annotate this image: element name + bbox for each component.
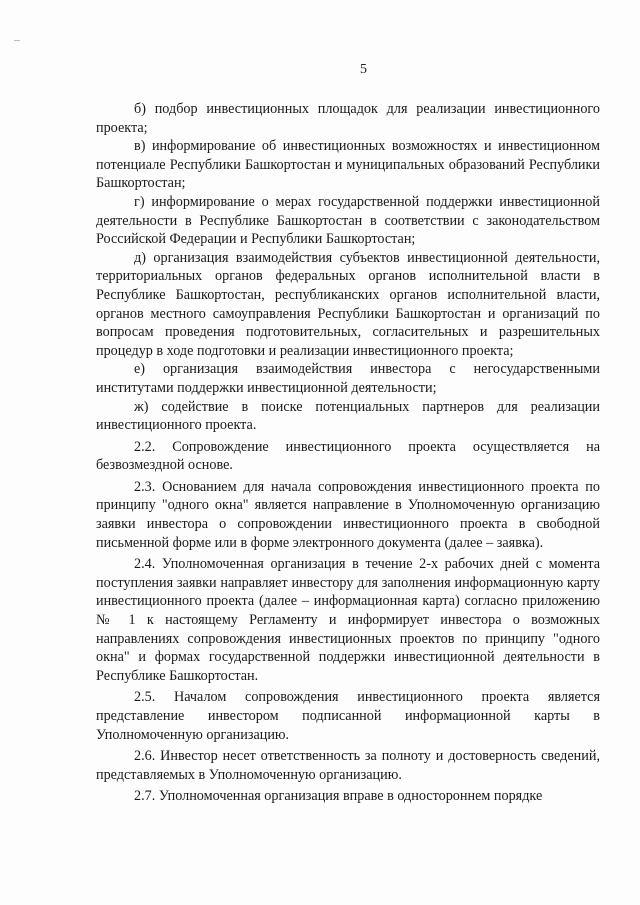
- paragraph-item-b: б) подбор инвестиционных площадок для реализации инвестиционного проекта;: [96, 101, 600, 136]
- paragraph-2-5: 2.5. Началом сопровождения инвестиционного проекта является представление инвестором подписанной информационной карты в Уполномоченную организацию.: [96, 689, 600, 743]
- paragraph-item-zh: ж) содействие в поиске потенциальных партнеров для реализации инвестиционного проекта.: [96, 398, 600, 434]
- paragraph-2-2: 2.2. Сопровождение инвестиционного проекта осуществляется на безвозмездной основе.: [96, 438, 600, 474]
- paragraph-2-3: 2.3. Основанием для начала сопровождения инвестиционного проекта по принципу "одного окна" является направление в Уполномоченную организацию заявки инвестора о сопровождении инвестиционного проекта в свободной письменной форме или в форме электронного документа (далее – заявка).: [96, 478, 600, 551]
- paragraph-2-4: 2.4. Уполномоченная организация в течение 2-х рабочих дней с момента поступления заявки направляет инвестору для заполнения информационную карту инвестиционного проекта (далее – информационная карта) согласно приложению № 1 к настоящему Регламенту и информирует инвестора о возможных направлениях сопровождения инвестиционных проектов по принципу "одного окна" и формах государственной поддержки инвестиционной деятельности в Республике Башкортостан.: [96, 556, 600, 684]
- paragraph-item-e: е) организация взаимодействия инвестора с негосударственными институтами поддержки инвестиционной деятельности;: [96, 361, 600, 396]
- paragraph-item-d: д) организация взаимодействия субъектов инвестиционной деятельности, территориальных органов федеральных органов исполнительной власти в Республике Башкортостан, республиканских органов исполнительной власти, органов местного самоуправления Республики Башкортостан и организаций по вопросам проведения подготовительных, согласительных и разрешительных процедур в ходе подготовки и реализации инвестиционного проекта;: [96, 249, 600, 359]
- scan-mark: [14, 40, 20, 41]
- page-number: 5: [360, 62, 367, 77]
- paragraph-item-g: г) информирование о мерах государственной поддержки инвестиционной деятельности в Республике Башкортостан в соответствии с законодательством Российской Федерации и Республики Башкортостан;: [96, 193, 600, 248]
- document-body: [96, 100, 600, 806]
- paragraph-item-v: в) информирование об инвестиционных возможностях и инвестиционном потенциале Республики Башкортостан и муниципальных образований Республики Башкортостан;: [96, 138, 600, 192]
- paragraph-2-6: 2.6. Инвестор несет ответственность за полноту и достоверность сведений, представляемых в Уполномоченную организацию.: [96, 748, 600, 783]
- paragraph-2-7: 2.7. Уполномоченная организация вправе в одностороннем порядке: [134, 788, 543, 805]
